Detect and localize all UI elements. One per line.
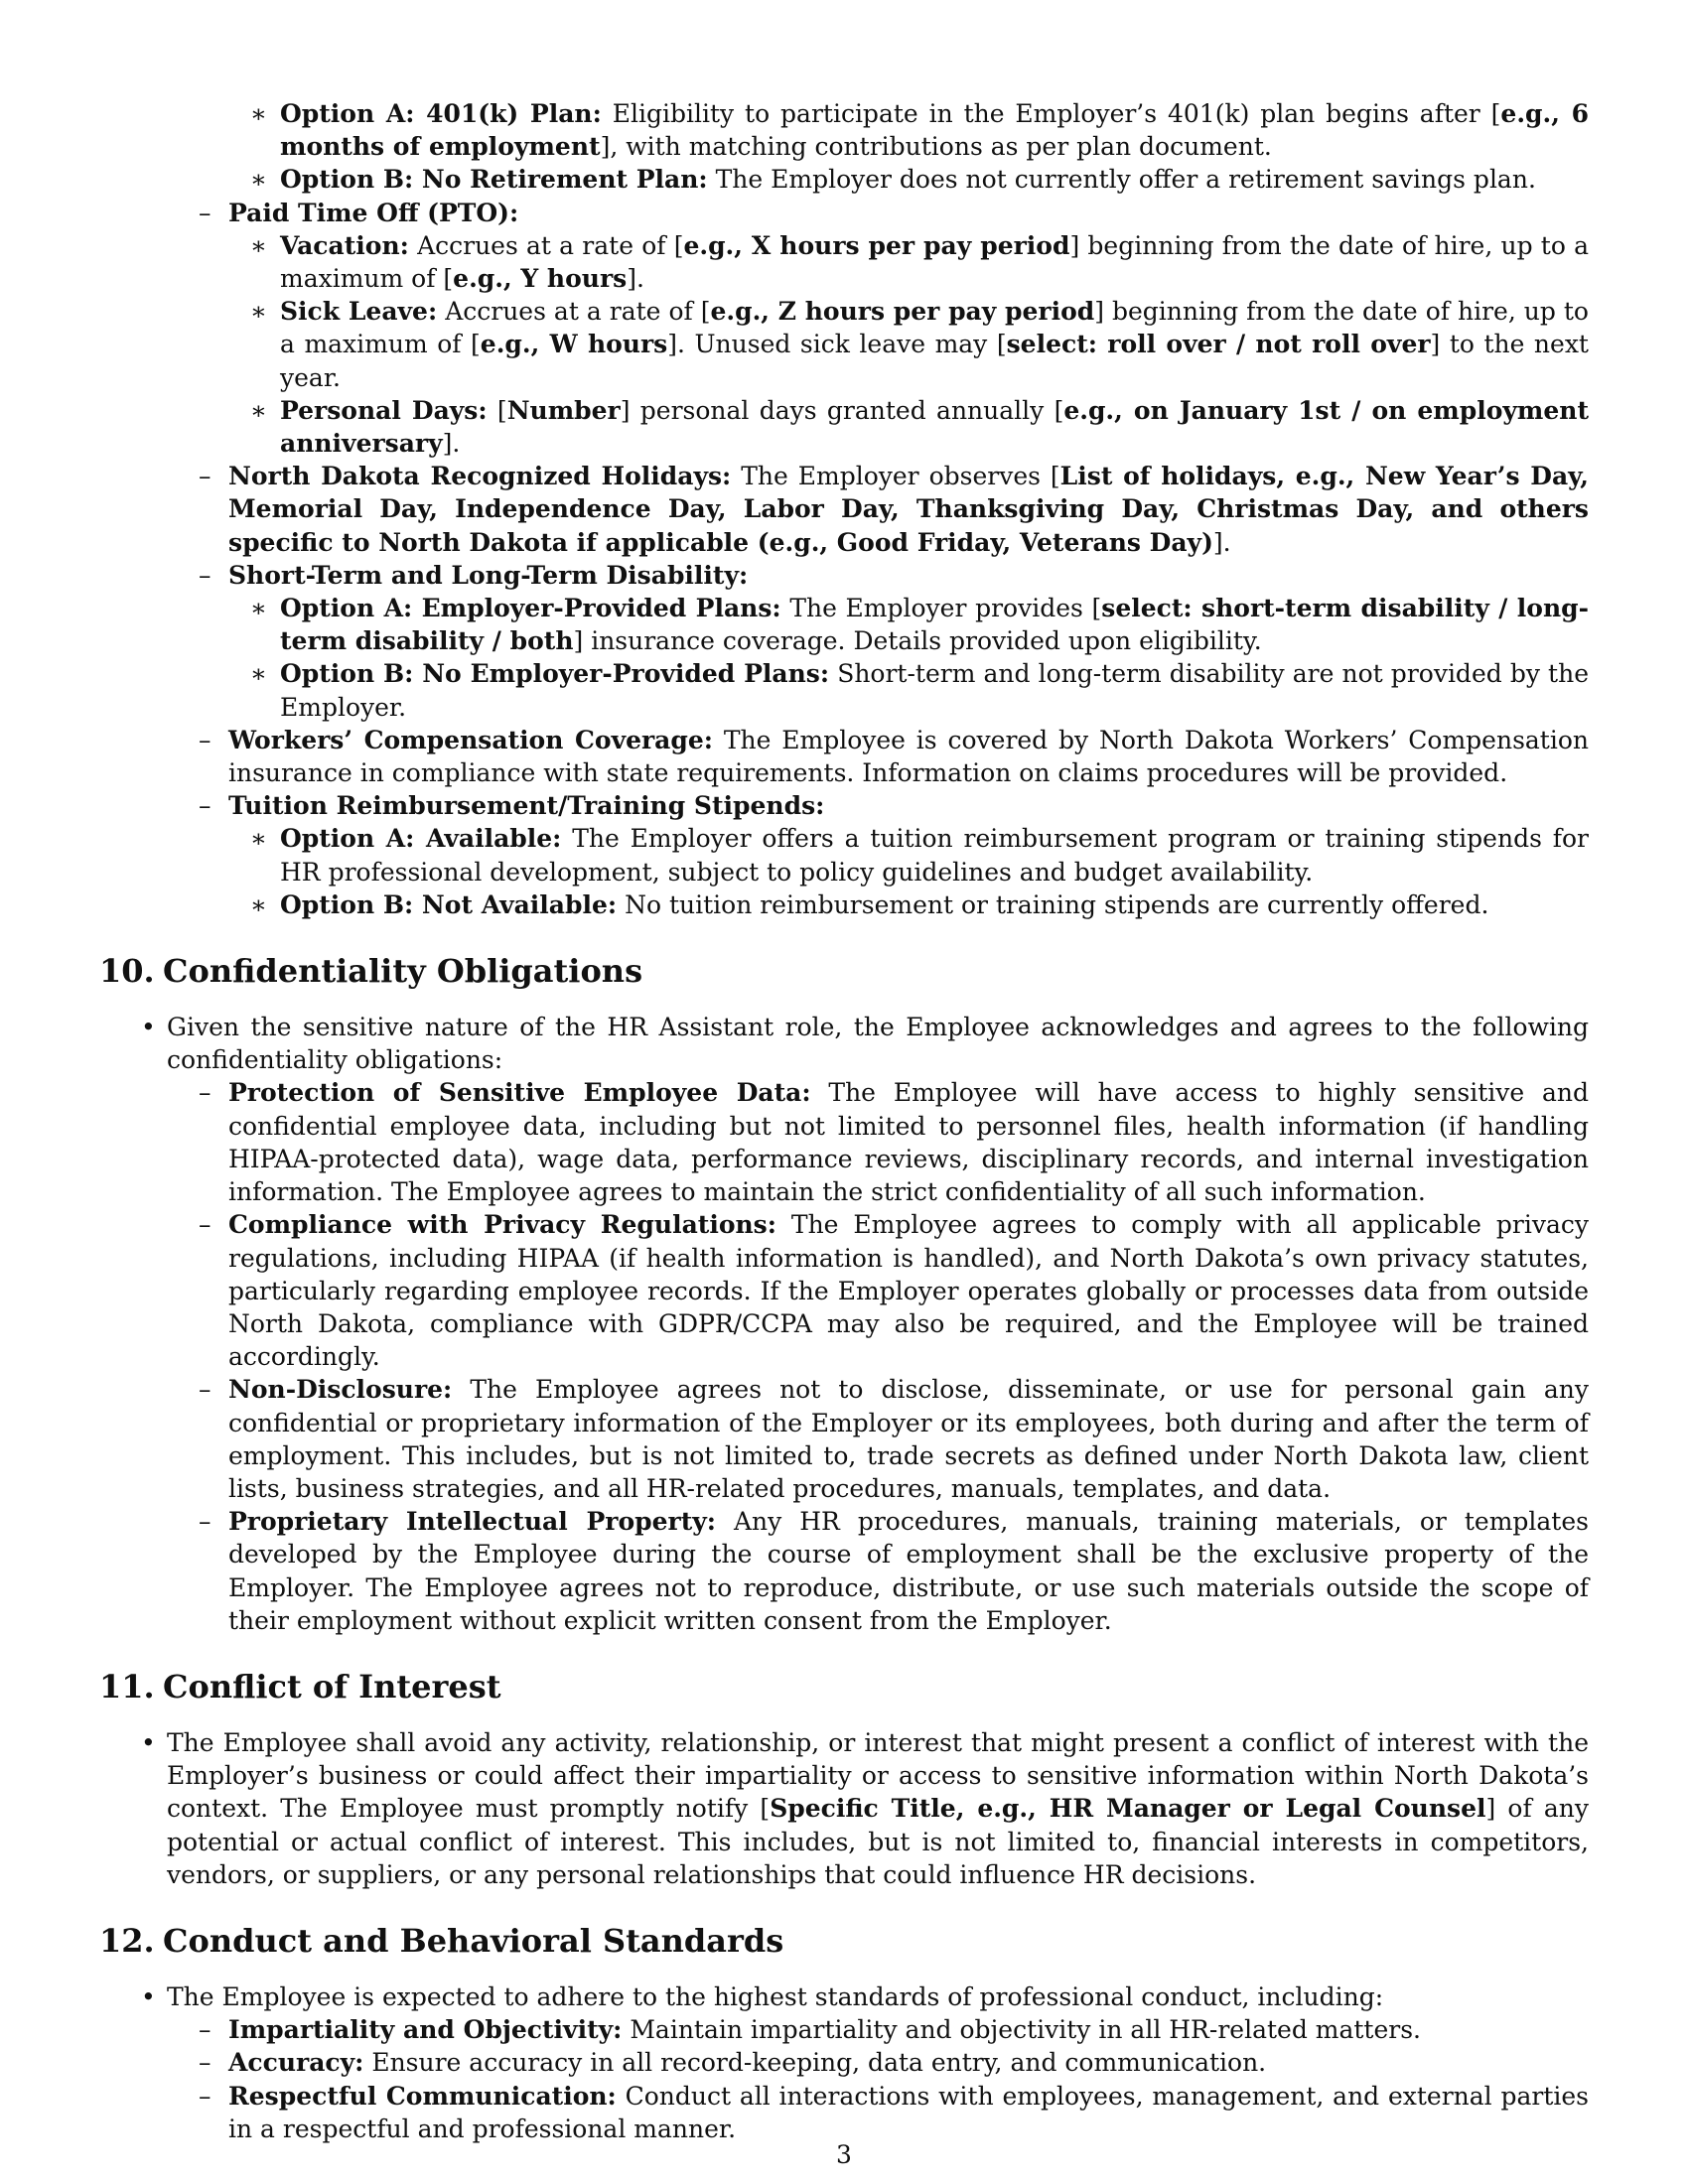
section-heading: 12. Conduct and Behavioral Standards xyxy=(99,1921,784,1960)
dash-bullet: – xyxy=(199,462,211,491)
list-item: – Impartiality and Objectivity: Maintain impartiality and objectivity in all HR-related matters. xyxy=(228,2013,1589,2046)
list-item: ∗ Personal Days: [Number] personal days granted annually [e.g., on January 1st / on employment anniversary]. xyxy=(250,395,1589,459)
asterisk-bullet: ∗ xyxy=(250,395,267,425)
bullet: • xyxy=(141,1013,156,1042)
list-item: – Workers’ Compensation Coverage: The Employee is covered by North Dakota Workers’ Compensation insurance in compliance with state requirements. Information on claims procedures will be provided. xyxy=(199,725,1590,788)
list-item: ∗ Option B: No Retirement Plan: The Employer does not currently offer a retirement savings plan. xyxy=(280,163,1589,196)
list-item: – Respectful Communication: Conduct all interactions with employees, management, and external parties in a respectful and professional manner. xyxy=(199,2081,1589,2143)
list-item: • Given the sensitive nature of the HR Assistant role, the Employee acknowledges and agrees to the following confidentiality obligations: xyxy=(141,1013,1589,1075)
asterisk-bullet: ∗ xyxy=(250,297,267,327)
list-item: – Tuition Reimbursement/Training Stipends: xyxy=(228,789,1589,822)
dash-bullet: – xyxy=(199,1078,211,1108)
dash-bullet: – xyxy=(199,2048,211,2078)
dash-bullet: – xyxy=(199,1210,211,1240)
list-item: ∗ Option B: No Employer-Provided Plans: Short-term and long-term disability are not provided by the Employer. xyxy=(250,659,1589,722)
dash-bullet: – xyxy=(199,2015,211,2045)
list-item: – Compliance with Privacy Regulations: The Employee agrees to comply with all applicable privacy regulations, including HIPAA (if health information is handled), and North Dakota’s own privacy statutes, particularly regarding employee records. If the Employer operates globally or processes data from outside North Dakota, compliance with GDPR/CCPA may also be required, and the Employee will be trained accordingly. xyxy=(199,1210,1590,1372)
asterisk-bullet: ∗ xyxy=(250,889,267,919)
list-item: – North Dakota Recognized Holidays: The Employer observes [List of holidays, e.g., New Year’s Day, Memorial Day, Independence Day, Labor Day, Thanksgiving Day, Christmas Day, and others specific to North Dakota if applicable (e.g., Good Friday, Veterans Day)]. xyxy=(199,462,1589,557)
dash-bullet: – xyxy=(199,725,211,754)
list-item: ∗ Option A: Employer-Provided Plans: The Employer provides [select: short-term disability / long-term disability / both] insurance coverage. Details provided upon eligibility. xyxy=(250,594,1590,656)
list-item: ∗ Option B: Not Available: No tuition reimbursement or training stipends are currently offered. xyxy=(280,888,1589,921)
dash-bullet: – xyxy=(199,198,211,227)
list-item: – Accuracy: Ensure accuracy in all record-keeping, data entry, and communication. xyxy=(228,2046,1589,2079)
dash-bullet: – xyxy=(199,1375,211,1405)
dash-bullet: – xyxy=(199,1507,211,1537)
dash-bullet: – xyxy=(199,2081,211,2111)
page-number: 3 xyxy=(836,2140,852,2169)
list-item: – Short-Term and Long-Term Disability: xyxy=(228,559,1589,592)
dash-bullet: – xyxy=(199,791,211,821)
document-page xyxy=(99,97,1589,2145)
list-item: • The Employee is expected to adhere to the highest standards of professional conduct, including: xyxy=(167,1980,1589,2013)
asterisk-bullet: ∗ xyxy=(250,824,267,854)
list-item: ∗ Sick Leave: Accrues at a rate of [e.g., Z hours per pay period] beginning from the date of hire, up to a maximum of [e.g., W hours]. Unused sick leave may [select: roll over / not roll over] to the next year. xyxy=(250,297,1589,392)
list-item: • The Employee shall avoid any activity, relationship, or interest that might present a conflict of interest with the Employer’s business or could affect their impartiality or access to sensitive information within North Dakota’s context. The Employee must promptly notify [Specific Title, e.g., HR Manager or Legal Counsel] of any potential or actual conflict of interest. This includes, but is not limited to, financial interests in competitors, vendors, or suppliers, or any personal relationships that could influence HR decisions. xyxy=(141,1727,1589,1889)
list-item: ∗ Vacation: Accrues at a rate of [e.g., X hours per pay period] beginning from the date of hire, up to a maximum of [e.g., Y hours]. xyxy=(250,230,1590,294)
asterisk-bullet: ∗ xyxy=(250,594,267,623)
list-item: – Proprietary Intellectual Property: Any HR procedures, manuals, training materials, or templates developed by the Employee during the course of employment shall be the exclusive property of the Employer. The Employee agrees not to reproduce, distribute, or use such materials outside the scope of their employment without explicit written consent from the Employer. xyxy=(199,1507,1589,1635)
section-heading: 10. Confidentiality Obligations xyxy=(99,952,643,991)
bullet: • xyxy=(141,1981,156,2011)
asterisk-bullet: ∗ xyxy=(250,659,267,689)
list-item: – Paid Time Off (PTO): xyxy=(228,197,1589,229)
section-heading: 11. Conflict of Interest xyxy=(99,1667,501,1706)
list-item: ∗ Option A: 401(k) Plan: Eligibility to participate in the Employer’s 401(k) plan begins after [e.g., 6 months of employment], with matching contributions as per plan document. xyxy=(250,99,1589,162)
asterisk-bullet: ∗ xyxy=(250,230,267,260)
bullet: • xyxy=(141,1727,156,1757)
list-item: – Non-Disclosure: The Employee agrees not to disclose, disseminate, or use for personal gain any confidential or proprietary information of the Employer or its employees, both during and after the term of employment. This includes, but is not limited to, trade secrets as defined under North Dakota law, client lists, business strategies, and all HR-related procedures, manuals, templates, and data. xyxy=(199,1375,1589,1503)
list-item: ∗ Option A: Available: The Employer offers a tuition reimbursement program or training stipends for HR professional development, subject to policy guidelines and budget availability. xyxy=(250,824,1589,887)
list-item: – Protection of Sensitive Employee Data: The Employee will have access to highly sensitive and confidential employee data, including but not limited to personnel files, health information (if handling HIPAA-protected data), wage data, performance reviews, disciplinary records, and internal investigation information. The Employee agrees to maintain the strict confidentiality of all such information. xyxy=(199,1078,1589,1207)
dash-bullet: – xyxy=(199,560,211,590)
asterisk-bullet: ∗ xyxy=(250,165,267,195)
asterisk-bullet: ∗ xyxy=(250,99,267,128)
